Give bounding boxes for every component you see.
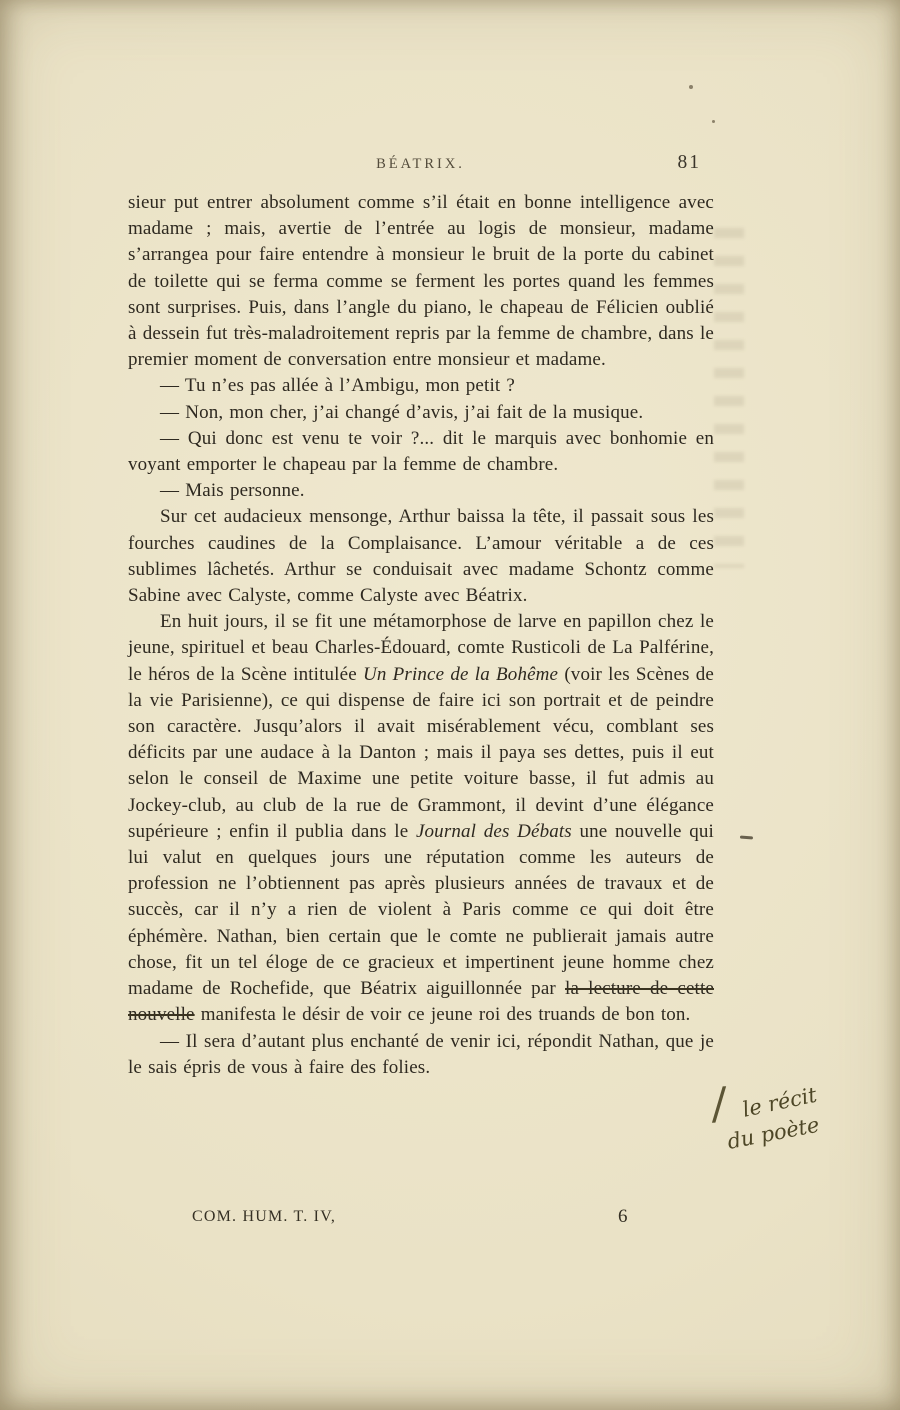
text-segment: une nouvelle qui lui valut en quelques jours une réputation comme les auteurs de profession ne l’obtiennent pas après plusieurs années de travaux et de succès, car il n’y a rien de violent à Paris comme ce qui doit être éphémère. Nathan, bien certain que le comte ne publierait jamais autre chose, fit un tel éloge de ce gracieux et impertinent jeune homme chez madame de Rochefide, que Béatrix aiguillonnée par <box>128 820 714 1000</box>
text-segment: En huit jours, il se fit une métamorphose de larve en papillon chez le jeune, spirituel et beau Charles-Édouard, comte Rusticoli de La Palférine, le héros de la Scène intitulée <box>128 611 714 685</box>
dialogue-line-4: — Mais personne. <box>160 480 305 502</box>
struck-out-text: la lecture de cette nouvelle <box>128 978 714 1026</box>
text-segment: (voir les Scènes de la vie Parisienne), ce qui dispense de faire ici son portrait et de peindre son caractère. Jusqu’alors il avait misérablement vécu, comblant ses déficits par une audace à la Danton ; mais il paya ses dettes, puis il eut selon le conseil de Maxime une petite voiture basse, il fut admis au Jockey-club, au club de la rue de Grammont, il devint d’une élégance supérieure ; enfin il publia dans le <box>128 663 714 842</box>
running-head <box>128 152 713 180</box>
sheet-number: 6 <box>618 1206 628 1227</box>
italic-journal-title: Journal des Débats <box>415 820 572 842</box>
paragraph-continuation: sieur put entrer absolument comme s’il était en bonne intelligence avec madame ; mais, avertie de l’entrée au logis de monsieur, madame s’arrangea pour faire entendre à monsieur le bruit de la porte du cabinet de toilette qui se ferma comme se ferment les portes quand les femmes sont surprises. Puis, dans l’angle du piano, le chapeau de Félicien oublié à dessein fut très-maladroitement repris par la femme de chambre, dans le premier moment de conversation entre monsieur et madame. <box>128 192 714 371</box>
page-bleed-through <box>714 228 744 568</box>
text-block <box>128 190 714 1081</box>
annotation-line-1: le récit <box>740 1082 819 1122</box>
volume-signature: COM. HUM. T. IV, <box>192 1208 337 1225</box>
paragraph-mensonge: Sur cet audacieux mensonge, Arthur baissa la tête, il passait sous les fourches caudines de la Complaisance. L’amour véritable a de ces sublimes lâchetés. Arthur se conduisait avec madame Schontz comme Sabine avec Calyste, comme Calyste avec Béatrix. <box>128 506 714 607</box>
ink-speck <box>712 120 715 123</box>
annotation-line-2: du poète <box>725 1112 822 1154</box>
dialogue-line-1: — Tu n’es pas allée à l’Ambigu, mon petit ? <box>160 375 515 397</box>
insertion-mark: / <box>711 1078 727 1130</box>
dialogue-line-2: — Non, mon cher, j’ai changé d’avis, j’ai fait de la musique. <box>160 401 644 423</box>
page-footer <box>128 1206 714 1232</box>
dialogue-line-3: — Qui donc est venu te voir ?... dit le marquis avec bonhomie en voyant emporter le chapeau par la femme de chambre. <box>128 427 714 476</box>
handwritten-annotation <box>711 1073 872 1156</box>
dialogue-line-5: — Il sera d’autant plus enchanté de venir ici, répondit Nathan, que je le sais épris de vous à faire des folies. <box>128 1030 714 1078</box>
ink-speck <box>689 85 693 89</box>
italic-work-title: Un Prince de la Bohême <box>362 663 559 685</box>
running-title: BÉATRIX. <box>376 156 465 172</box>
paragraph-metamorphose <box>128 609 714 1028</box>
page-number: 81 <box>677 152 701 173</box>
text-segment: manifesta le désir de voir ce jeune roi des truands de bon ton. <box>194 1004 691 1026</box>
pencil-dash-mark <box>740 836 753 839</box>
